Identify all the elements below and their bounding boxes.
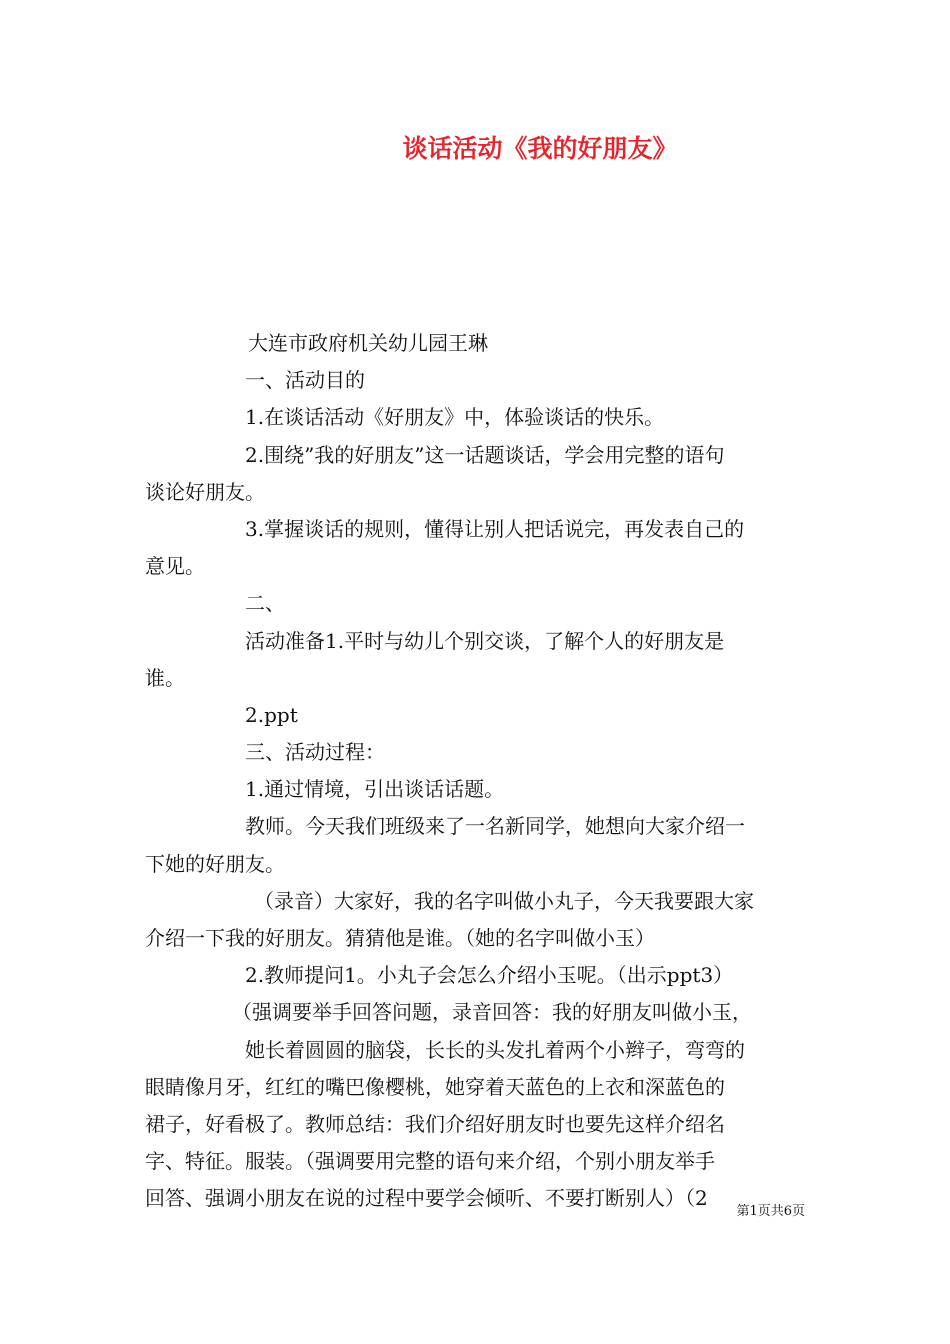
paragraph-line: 意见。 bbox=[145, 554, 205, 579]
paragraph-line: 1.在谈话活动《好朋友》中，体验谈话的快乐。 bbox=[245, 405, 665, 430]
paragraph-line: 2.ppt bbox=[245, 702, 298, 727]
section-heading: 一、活动目的 bbox=[245, 368, 365, 393]
paragraph-line: 2.教师提问1。小丸子会怎么介绍小玉呢。（出示ppt3） bbox=[245, 963, 734, 988]
paragraph-line: 介绍一下我的好朋友。猜猜他是谁。（她的名字叫做小玉） bbox=[145, 926, 655, 950]
paragraph-line: 眼睛像月牙，红红的嘴巴像樱桃，她穿着天蓝色的上衣和深蓝色的 bbox=[145, 1074, 725, 1099]
paragraph-line: 教师。今天我们班级来了一名新同学，她想向大家介绍一 bbox=[245, 814, 745, 839]
section-heading: 三、活动过程： bbox=[245, 740, 385, 765]
paragraph-line: 谈论好朋友。 bbox=[145, 479, 265, 504]
paragraph-line: 3.掌握谈话的规则，懂得让别人把话说完，再发表自己的 bbox=[245, 516, 745, 541]
paragraph-line: 谁。 bbox=[145, 665, 185, 690]
paragraph-line: （强调要举手回答问题，录音回答：我的好朋友叫做小玉， bbox=[232, 1000, 752, 1025]
paragraph-line: （录音）大家好，我的名字叫做小丸子，今天我要跟大家 bbox=[254, 888, 754, 913]
document-title: 谈话活动《我的好朋友》 bbox=[402, 134, 678, 163]
document-body bbox=[145, 325, 809, 1218]
page-number: 第1页共6页 bbox=[736, 1204, 805, 1219]
paragraph-line: 裙子，好看极了。教师总结：我们介绍好朋友时也要先这样介绍名 bbox=[145, 1111, 725, 1136]
paragraph-line: 1.通过情境，引出谈话话题。 bbox=[245, 777, 505, 802]
section-heading: 二、 bbox=[245, 591, 285, 616]
paragraph-line: 回答、强调小朋友在说的过程中要学会倾听、不要打断别人）（2 bbox=[145, 1186, 708, 1211]
paragraph-line: 2.围绕”我的好朋友”这一话题谈话，学会用完整的语句 bbox=[245, 442, 725, 467]
paragraph-line: 字、特征。服装。（强调要用完整的语句来介绍，个别小朋友举手 bbox=[145, 1149, 715, 1174]
paragraph-line: 下她的好朋友。 bbox=[145, 851, 285, 876]
paragraph-line: 活动准备1.平时与幼儿个别交谈，了解个人的好朋友是 bbox=[245, 628, 725, 653]
author-line: 大连市政府机关幼儿园王琳 bbox=[248, 331, 488, 355]
paragraph-line: 她长着圆圆的脑袋，长长的头发扎着两个小辫子，弯弯的 bbox=[245, 1037, 745, 1062]
